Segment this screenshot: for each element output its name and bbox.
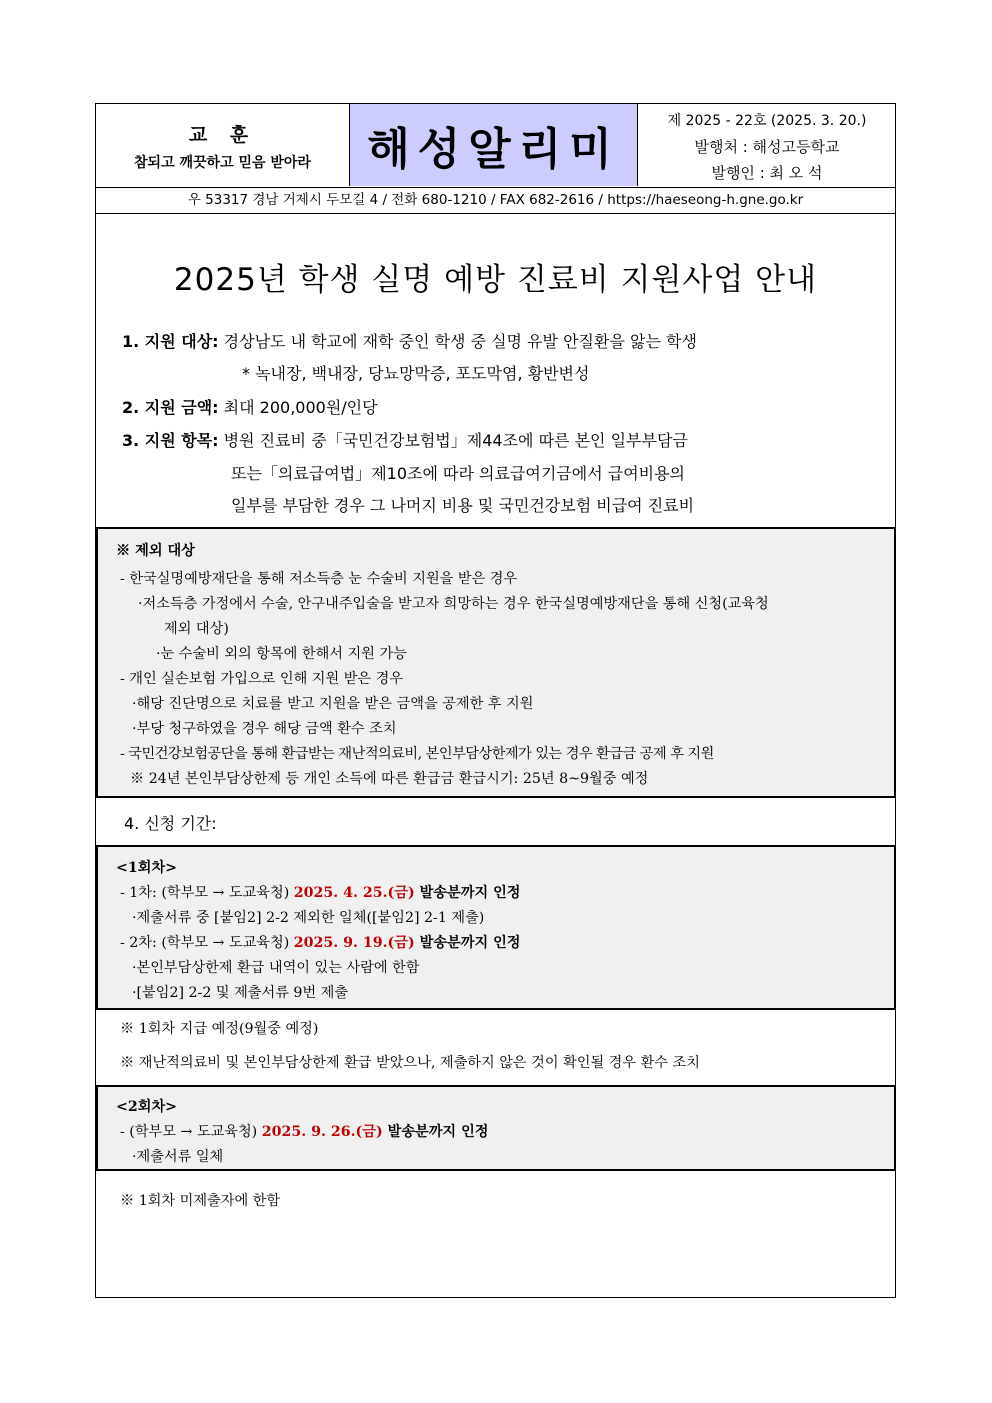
- round1-box: [96, 845, 896, 1010]
- publisher: 발행처 : 해성고등학교: [694, 138, 840, 156]
- round2-note: ※ 1회차 미제출자에 한함: [120, 1193, 281, 1209]
- support-amount: [122, 395, 378, 418]
- round1-second-date: 2025. 9. 19.(금): [293, 935, 415, 951]
- round1-second-deadline: [120, 932, 521, 952]
- exclusion-line: ※ 24년 본인부담상한제 등 개인 소득에 따른 환급금 환급시기: 25년 8~9월중 예정: [130, 771, 649, 787]
- exclusion-line: ·해당 진단명으로 치료를 받고 지원을 받은 금액을 공제한 후 지원: [132, 696, 534, 712]
- round1-first-prefix: - 1차: (학부모 → 도교육청): [120, 885, 294, 901]
- round1-second-prefix: - 2차: (학부모 → 도교육청): [120, 935, 294, 951]
- school-motto: [96, 104, 350, 186]
- support-target-text: 경상남도 내 학교에 재학 중인 학생 중 실명 유발 안질환을 앓는 학생: [218, 332, 697, 351]
- refund-note: ※ 재난적의료비 및 본인부담상한제 환급 받았으나, 제출하지 않은 것이 확인될 경우 환수 조치: [120, 1055, 700, 1071]
- page-title: 2025년 학생 실명 예방 진료비 지원사업 안내: [173, 262, 818, 298]
- exclusion-line: ·부당 청구하였을 경우 해당 금액 환수 조치: [132, 721, 397, 737]
- round2-prefix: - (학부모 → 도교육청): [120, 1124, 262, 1140]
- round1-first-deadline: [120, 882, 521, 902]
- address-bar: 우 53317 경남 거제시 두모길 4 / 전화 680-1210 / FAX 682-2616 / https://haeseong-h.gne.go.kr: [96, 188, 895, 214]
- exclusion-line: - 국민건강보험공단을 통해 환급받는 재난적의료비, 본인부담상한제가 있는 경우 환급금 공제 후 지원: [120, 746, 714, 762]
- support-items-line3: 일부를 부담한 경우 그 나머지 비용 및 국민건강보험 비급여 진료비: [231, 496, 695, 515]
- support-amount-text: 최대 200,000원/인당: [218, 398, 378, 417]
- round2-suffix: 발송분까지 인정: [382, 1124, 489, 1140]
- round2-deadline: [120, 1121, 489, 1141]
- support-target: [122, 329, 697, 352]
- support-amount-label: 2. 지원 금액:: [122, 398, 219, 417]
- support-target-note: * 녹내장, 백내장, 당뇨망막증, 포도막염, 황반변성: [242, 364, 590, 383]
- round1-heading: <1회차>: [116, 860, 178, 876]
- round1-payment-note: ※ 1회차 지급 예정(9월중 예정): [120, 1021, 319, 1037]
- round1-second-docs: ·[붙임2] 2-2 및 제출서류 9번 제출: [132, 985, 349, 1001]
- round2-box: [96, 1085, 896, 1171]
- round1-first-docs: ·제출서류 중 [붙임2] 2-2 제외한 일체([붙임2] 2-1 제출): [132, 910, 485, 926]
- newsletter-logo: 해성알리미: [350, 104, 638, 186]
- newsletter-frame: [95, 103, 896, 1298]
- exclusion-line: 제외 대상): [164, 621, 229, 637]
- masthead: [96, 104, 895, 188]
- support-items-line2: 또는「의료급여법」제10조에 따라 의료급여기금에서 급여비용의: [231, 464, 686, 483]
- round2-docs: ·제출서류 일체: [132, 1149, 224, 1165]
- application-period-label: 4. 신청 기간:: [124, 814, 217, 833]
- support-items-line1: 병원 진료비 중「국민건강보험법」제44조에 따른 본인 일부부담금: [218, 431, 688, 450]
- round1-second-condition: ·본인부담상한제 환급 내역이 있는 사람에 한함: [132, 960, 420, 976]
- exclusion-heading: ※ 제외 대상: [116, 543, 195, 559]
- issue-number: 제 2025 - 22호 (2025. 3. 20.): [667, 113, 867, 129]
- motto-text: 참되고 깨끗하고 믿음 받아라: [134, 155, 311, 171]
- editor: 발행인 : 최 오 석: [711, 164, 823, 182]
- exclusion-line: - 한국실명예방재단을 통해 저소득층 눈 수술비 지원을 받은 경우: [120, 571, 518, 587]
- round2-heading: <2회차>: [116, 1099, 178, 1115]
- round2-date: 2025. 9. 26.(금): [261, 1124, 383, 1140]
- support-items-label: 3. 지원 항목:: [122, 431, 219, 450]
- round1-first-date: 2025. 4. 25.(금): [293, 885, 415, 901]
- round1-first-suffix: 발송분까지 인정: [414, 885, 521, 901]
- exclusion-line: - 개인 실손보험 가입으로 인해 지원 받은 경우: [120, 671, 404, 687]
- support-items: [122, 428, 688, 451]
- round1-second-suffix: 발송분까지 인정: [414, 935, 521, 951]
- motto-title: 교 훈: [188, 124, 257, 146]
- exclusion-line: ·눈 수술비 외의 항목에 한해서 지원 가능: [156, 646, 407, 662]
- exclusion-box: [96, 527, 896, 798]
- support-target-label: 1. 지원 대상:: [122, 332, 219, 351]
- publication-info: [638, 104, 896, 186]
- exclusion-line: ·저소득층 가정에서 수술, 안구내주입술을 받고자 희망하는 경우 한국실명예방재단을 통해 신청(교육청: [138, 596, 769, 612]
